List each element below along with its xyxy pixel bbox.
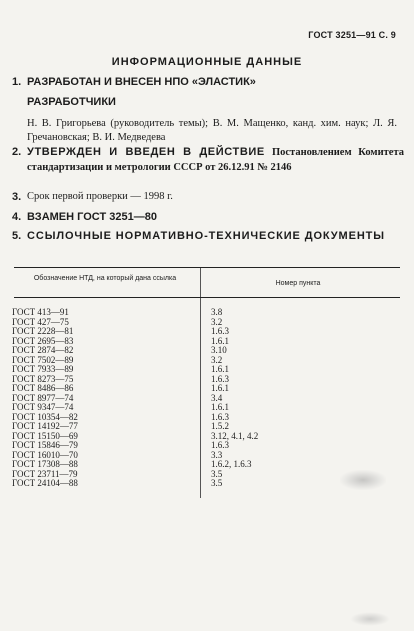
document-designation: ГОСТ 2228—81 [12,326,74,336]
document-designation: ГОСТ 8273—75 [12,373,74,384]
document-designation: ГОСТ 2695—83 [12,335,74,346]
clause-number: 3.5 [211,468,223,479]
section-2-title: УТВЕРЖДЕН И ВВЕДЕН В ДЕЙСТВИЕ [27,146,265,158]
developers-list: Н. В. Григорьева (руководитель темы); В. М. Мащенко, канд. хим. наук; Л. Я. Гречановская; В. И. Медведева [27,118,397,143]
clause-number: 1.6.3 [211,411,229,422]
clause-number: 3.4 [211,392,223,403]
clause-number: 1.6.2, 1.6.3 [211,459,252,469]
document-designation: ГОСТ 427—75 [12,316,69,327]
document-designation: ГОСТ 9347—74 [12,402,74,412]
section-2-number: 2. [12,146,22,158]
document-designation: ГОСТ 8486—86 [12,383,74,393]
section-1-number: 1. [12,76,22,88]
clause-number: 1.6.1 [211,383,229,393]
table-top-rule [14,267,400,268]
document-designation: ГОСТ 7502—89 [12,354,74,365]
document-designation: ГОСТ 15150—69 [12,430,78,441]
scan-smudge [340,470,386,490]
clause-number: 3.2 [211,354,223,365]
table-header-rule [14,297,400,298]
clause-number: 1.6.1 [211,402,229,412]
document-designation: ГОСТ 413—91 [12,307,69,317]
clause-number: 1.6.1 [211,364,229,374]
clause-number: 1.6.1 [211,335,229,346]
clause-number: 3.5 [211,478,223,488]
document-designation: ГОСТ 14192—77 [12,421,78,431]
clause-number: 1.5.2 [211,421,229,431]
section-3-text: Срок первой проверки — 1998 г. [27,191,173,202]
table-header-clause: Номер пункта [275,280,321,287]
section-3-number: 3. [12,191,22,203]
document-designation: ГОСТ 15846—79 [12,440,78,450]
section-4-text: ВЗАМЕН ГОСТ 3251—80 [27,211,157,223]
clause-number: 3.3 [211,449,223,460]
clause-number: 1.6.3 [211,373,229,384]
document-designation: ГОСТ 8977—74 [12,392,74,403]
section-5-text: ССЫЛОЧНЫЕ НОРМАТИВНО-ТЕХНИЧЕСКИЕ ДОКУМЕНТЫ [27,230,385,242]
section-5-number: 5. [12,230,22,242]
clause-number: 1.6.3 [211,440,229,450]
document-designation: ГОСТ 7933—89 [12,364,74,374]
clause-number: 3.2 [211,316,223,327]
page-reference: ГОСТ 3251—91 С. 9 [308,30,396,40]
clause-number: 3.12, 4.1, 4.2 [211,430,259,441]
section-4-number: 4. [12,211,22,223]
document-designation: ГОСТ 10354—82 [12,411,78,422]
section-1-text: РАЗРАБОТАН И ВНЕСЕН НПО «ЭЛАСТИК» [27,76,256,88]
table-row [12,308,402,318]
table-header-document: Обозначение НТД, на который дана ссылка [33,275,177,282]
developers-heading: РАЗРАБОТЧИКИ [27,96,116,108]
scan-smudge [350,612,390,626]
clause-number: 1.6.3 [211,326,229,336]
table-body [12,308,402,489]
document-designation: ГОСТ 17308—88 [12,459,78,469]
document-designation: ГОСТ 2874—82 [12,345,74,355]
clause-number: 3.8 [211,307,223,317]
document-title: ИНФОРМАЦИОННЫЕ ДАННЫЕ [111,56,303,68]
document-designation: ГОСТ 23711—79 [12,468,78,479]
clause-number: 3.10 [211,345,227,355]
document-designation: ГОСТ 24104—88 [12,478,78,488]
document-designation: ГОСТ 16010—70 [12,449,78,460]
section-2-decree: Постановлением Комитета стандартизации и метрологии СССР от 26.12.91 № 2146 [27,147,404,173]
